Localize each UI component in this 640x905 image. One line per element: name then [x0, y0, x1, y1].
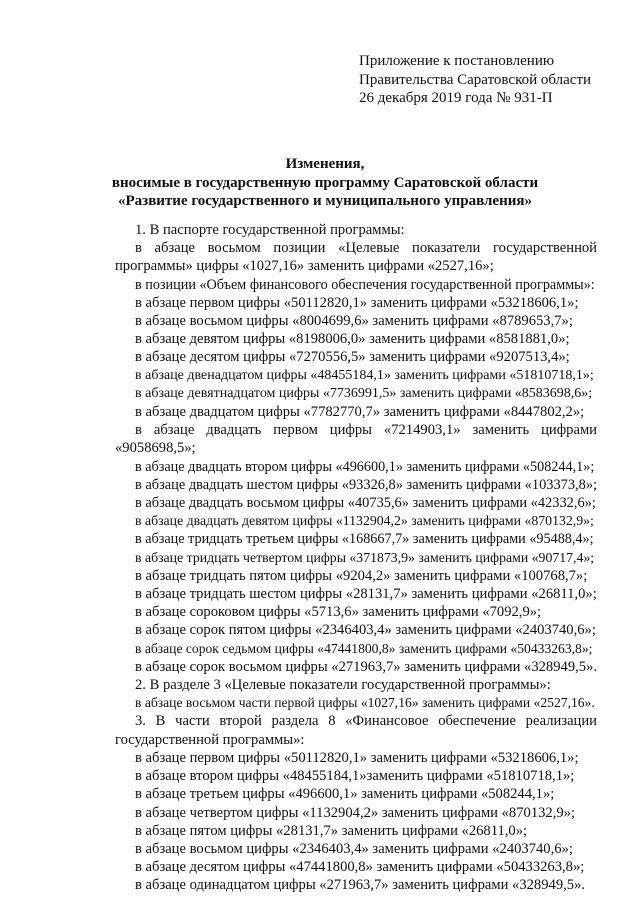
list-item: в абзаце десятом цифры «7270556,5» заменить цифрами «9207513,4»; — [135, 349, 570, 366]
list-item: в абзаце двадцатом цифры «7782770,7» заменить цифрами «8447802,2»; — [135, 404, 585, 421]
list-item: в абзаце тридцать третьем цифры «168667,7» заменить цифрами «95488,4»; — [135, 531, 594, 548]
list-item: в абзаце тридцать четвертом цифры «371873,9» заменить цифрами «90717,4»; — [135, 549, 595, 565]
document-body — [115, 221, 597, 895]
list-item: в абзаце девятнадцатом цифры «7736991,5» заменить цифрами «8583698,6»; — [135, 385, 593, 401]
list-item: в абзаце пятом цифры «28131,7» заменить цифрами «26811,0»; — [135, 822, 528, 839]
title-line-1: Изменения, — [285, 156, 365, 172]
section-1-heading: 1. В паспорте государственной программы: — [135, 222, 405, 238]
list-item: в абзаце сорок пятом цифры «2346403,4» заменить цифрами «2403740,6»; — [135, 622, 596, 639]
section-1-finance-heading: в позиции «Объем финансового обеспечения государственной программы»: — [135, 276, 595, 293]
list-item: в абзаце двадцать восьмом цифры «40735,6» заменить цифрами «42332,6»; — [135, 495, 596, 512]
list-item: в абзаце десятом цифры «47441800,8» заменить цифрами «50433263,8»; — [135, 859, 585, 876]
list-item: в абзаце третьем цифры «496600,1» заменить цифрами «508244,1»; — [135, 786, 555, 803]
list-item-21-line-b: «9058698,5»; — [115, 440, 196, 457]
list-item: в абзаце одинадцатом цифры «271963,7» заменить цифрами «328949,5». — [135, 877, 586, 894]
document-title — [100, 155, 550, 211]
appendix-line-3: 26 декабря 2019 года № 931-П — [359, 90, 553, 106]
section-3-heading-line-b: государственной программы»: — [115, 731, 305, 748]
list-item: в абзаце втором цифры «48455184,1»заменить цифрами «51810718,1»; — [135, 768, 575, 785]
list-item: в абзаце первом цифры «50112820,1» заменить цифрами «53218606,1»; — [135, 749, 579, 766]
list-item: в абзаце сороковом цифры «5713,6» заменить цифрами «7092,9»; — [135, 604, 542, 621]
list-item: в абзаце двадцать девятом цифры «1132904,2» заменить цифрами «870132,9»; — [135, 513, 594, 529]
list-item: в абзаце двадцать втором цифры «496600,1» заменить цифрами «508244,1»; — [135, 458, 595, 475]
list-item-21-line-a: в абзаце двадцать первом цифры «7214903,1» заменить цифрами — [135, 422, 597, 439]
appendix-line-1: Приложение к постановлению — [359, 53, 555, 69]
list-item: в абзаце девятом цифры «8198006,0» заменить цифрами «8581881,0»; — [135, 331, 570, 348]
list-item: в абзаце сорок восьмом цифры «271963,7» заменить цифрами «328949,5». — [135, 658, 598, 675]
title-line-2: вносимые в государственную программу Саратовской области — [111, 174, 539, 191]
list-item: в абзаце тридцать шестом цифры «28131,7» заменить цифрами «26811,0»; — [135, 586, 597, 603]
section-1-target-line-a: в абзаце восьмом позиции «Целевые показатели государственной — [135, 240, 597, 257]
list-item: в абзаце восьмом цифры «8004699,6» заменить цифрами «8789653,7»; — [135, 313, 573, 330]
appendix-line-2: Правительства Саратовской области — [359, 71, 592, 88]
list-item: в абзаце четвертом цифры «1132904,2» заменить цифрами «870132,9»; — [135, 804, 576, 821]
list-item: в абзаце восьмом цифры «2346403,4» заменить цифрами «2403740,6»; — [135, 840, 573, 857]
title-line-3: «Развитие государственного и муниципального управления» — [118, 193, 532, 209]
section-1-target-line-b: программы» цифры «1027,16» заменить цифрами «2527,16»; — [115, 258, 494, 275]
list-item: в абзаце тридцать пятом цифры «9204,2» заменить цифрами «100768,7»; — [135, 567, 588, 584]
list-item: в абзаце двенадцатом цифры «48455184,1» заменить цифрами «51810718,1»; — [135, 367, 594, 383]
section-3-heading-line-a: 3. В части второй раздела 8 «Финансовое обеспечение реализации — [135, 713, 597, 730]
list-item: в абзаце двадцать шестом цифры «93326,8» заменить цифрами «103373,8»; — [135, 476, 598, 493]
list-item: в абзаце сорок седьмом цифры «47441800,8» заменить цифрами «50433263,8»; — [135, 640, 593, 656]
section-2-item: в абзаце восьмом части первой цифры «1027,16» заменить цифрами «2527,16». — [135, 695, 595, 711]
list-item: в абзаце первом цифры «50112820,1» заменить цифрами «53218606,1»; — [135, 294, 579, 311]
appendix-note — [359, 52, 591, 108]
section-2-heading: 2. В разделе 3 «Целевые показатели государственной программы»: — [135, 677, 551, 694]
